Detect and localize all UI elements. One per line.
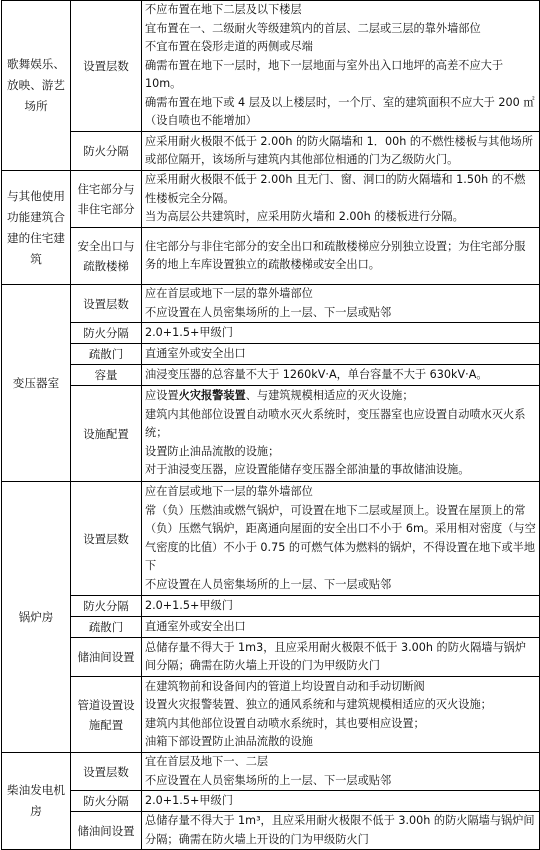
content-line: 确需布置在地下或 4 层及以上楼层时，一个厅、室的建筑面积不应大于 200 ㎡（设自喷也不能增加） <box>145 95 535 128</box>
content-cell: 2.0+1.5+甲级门 <box>142 596 540 617</box>
table-row <box>2 171 540 228</box>
table-row <box>2 1 540 132</box>
table-row <box>2 482 540 596</box>
sub-item-cell: 安全出口与疏散楼梯 <box>71 228 142 285</box>
table-row <box>2 638 540 677</box>
content-line: 设置火灾报警装置、独立的通风系统和与建筑规模相适应的灭火设施； <box>145 698 492 711</box>
table-row <box>2 365 540 386</box>
content-line: 对于油浸变压器，应设置能储存变压器全部油量的事故储油设施。 <box>145 463 470 477</box>
table-row <box>2 617 540 638</box>
content-line: 油箱下部设置防止油品流散的设施 <box>145 735 313 748</box>
category-cell: 锅炉房 <box>2 482 71 753</box>
content-cell: 2.0+1.5+甲级门 <box>142 791 540 812</box>
content-cell <box>142 638 540 677</box>
content-line: 不应设置在人员密集场所的上一层、下一层或贴邻 <box>145 773 392 787</box>
content-line: 宜在首层及地下一、二层 <box>145 755 269 768</box>
content-cell <box>142 132 540 171</box>
table-row <box>2 753 540 791</box>
table-row <box>2 677 540 753</box>
content-line: 常（负）压燃油或燃气锅炉，可设置在地下二层或屋顶上。设置在屋顶上的常 （负）压燃气锅炉，距离通向屋面的安全出口不小于 6m。采用相对密度（与空气密度的比值）不小于 0.75 的可燃气体为燃料的锅炉，不得设置在地下或半地下 <box>145 503 536 572</box>
content-cell: 2.0+1.5+甲级门 <box>142 323 540 344</box>
content-line: 确需布置在地下一层时，地下一层地面与室外出入口地坪的高差不应大于10m。 <box>145 58 504 91</box>
table-row <box>2 344 540 365</box>
table-row <box>2 285 540 323</box>
sub-item-cell: 防火分隔 <box>71 791 142 812</box>
content-cell: 直通室外或安全出口 <box>142 617 540 638</box>
table-row <box>2 323 540 344</box>
sub-item-cell: 容量 <box>71 365 142 386</box>
sub-item-cell: 住宅部分与非住宅部分 <box>71 171 142 228</box>
fire-protection-spec-table <box>1 0 540 850</box>
sub-item-cell: 设施配置 <box>71 386 142 482</box>
content-line: 总储存量不得大于 1m³，且应采用耐火极限不低于 3.00h 的防火隔墙与锅炉间分隔；确需在防火墙上开设的门为甲级防火门 <box>145 814 535 846</box>
content-line: 应在首层或地下一层的靠外墙部位 <box>145 485 313 498</box>
content-line: 不应设置在人员密集场所的上一层、下一层或贴邻 <box>145 305 392 319</box>
table-row <box>2 596 540 617</box>
content-line: 当为高层公共建筑时，应采用防火墙和 2.00h 的楼板进行分隔。 <box>145 210 464 224</box>
content-line: 总储存量不得大于 1m3，且应采用耐火极限不低于 3.00h 的防火隔墙与锅炉间分隔；确需在防火墙上开设的门为甲级防火门 <box>145 640 527 672</box>
content-cell <box>142 228 540 285</box>
sub-item-cell: 储油间设置 <box>71 638 142 677</box>
content-cell <box>142 753 540 791</box>
content-line: 应采用耐火极限不低于 2.00h 且无门、窗、洞口的防火隔墙和 1.50h 的不燃性楼板完全分隔。 <box>145 173 526 205</box>
highlighted-term: 火灾报警装置 <box>178 389 246 403</box>
table-row <box>2 228 540 285</box>
sub-item-cell: 设置层数 <box>71 285 142 323</box>
sub-item-cell: 疏散门 <box>71 617 142 638</box>
table-row <box>2 386 540 482</box>
content-cell <box>142 677 540 753</box>
sub-item-cell: 防火分隔 <box>71 323 142 344</box>
sub-item-cell: 设置层数 <box>71 1 142 132</box>
category-cell: 歌舞娱乐、放映、游艺场所 <box>2 1 71 171</box>
content-cell <box>142 1 540 132</box>
sub-item-cell: 设置层数 <box>71 753 142 791</box>
content-line: 在建筑物前和设备间内的管道上均设置自动和手动切断阀 <box>145 679 425 693</box>
content-cell <box>142 285 540 323</box>
content-line: 不应设置在人员密集场所的上一层、下一层或贴邻 <box>145 577 392 591</box>
content-line: 不宜布置在袋形走道的两侧或尽端 <box>145 40 313 54</box>
category-cell: 变压器室 <box>2 285 71 482</box>
table-row <box>2 132 540 171</box>
content-text: 、与建筑规模相适应的灭火设施； <box>245 389 414 403</box>
content-line: 不应布置在地下二层及以下楼层 <box>145 3 302 17</box>
content-cell <box>142 482 540 596</box>
content-line: 设置防止油品流散的设施； <box>145 444 280 458</box>
content-cell: 油浸变压器的总容量不大于 1260kV·A，单台容量不大于 630kV·A。 <box>142 365 540 386</box>
category-cell: 柴油发电机房 <box>2 753 71 850</box>
content-line: 建筑内其他部位设置自动喷水系统时，其也要相应设置； <box>145 716 425 730</box>
content-line: 应在首层或地下一层的靠外墙部位 <box>145 287 313 300</box>
sub-item-cell: 管道设置设施配置 <box>71 677 142 753</box>
content-line: 住宅部分与非住宅部分的安全出口和疏散楼梯应分别独立设置；为住宅部分服务的地上车库设置独立的疏散楼梯或安全出口。 <box>145 239 526 271</box>
sub-item-cell: 设置层数 <box>71 482 142 596</box>
table-row <box>2 791 540 812</box>
content-cell: 直通室外或安全出口 <box>142 344 540 365</box>
sub-item-cell: 储油间设置 <box>71 812 142 850</box>
content-cell <box>142 386 540 482</box>
content-cell <box>142 171 540 228</box>
content-text: 应设置 <box>145 389 179 403</box>
table-row <box>2 812 540 850</box>
sub-item-cell: 疏散门 <box>71 344 142 365</box>
content-line: 建筑内其他部位设置自动喷水灭火系统时，变压器室也应设置自动喷水灭火系统； <box>145 407 526 440</box>
content-line: 宜布置在一、二级耐火等级建筑内的首层、二层或三层的靠外墙部位 <box>145 21 481 35</box>
sub-item-cell: 防火分隔 <box>71 596 142 617</box>
category-cell: 与其他使用功能建筑合建的住宅建筑 <box>2 171 71 285</box>
content-line: 应采用耐火极限不低于 2.00h 的防火隔墙和 1．00h 的不燃性楼板与其他场所或部位隔开，该场所与建筑内其他部位相通的门为乙级防火门。 <box>145 134 533 166</box>
content-cell <box>142 812 540 850</box>
sub-item-cell: 防火分隔 <box>71 132 142 171</box>
content-line <box>145 387 536 406</box>
